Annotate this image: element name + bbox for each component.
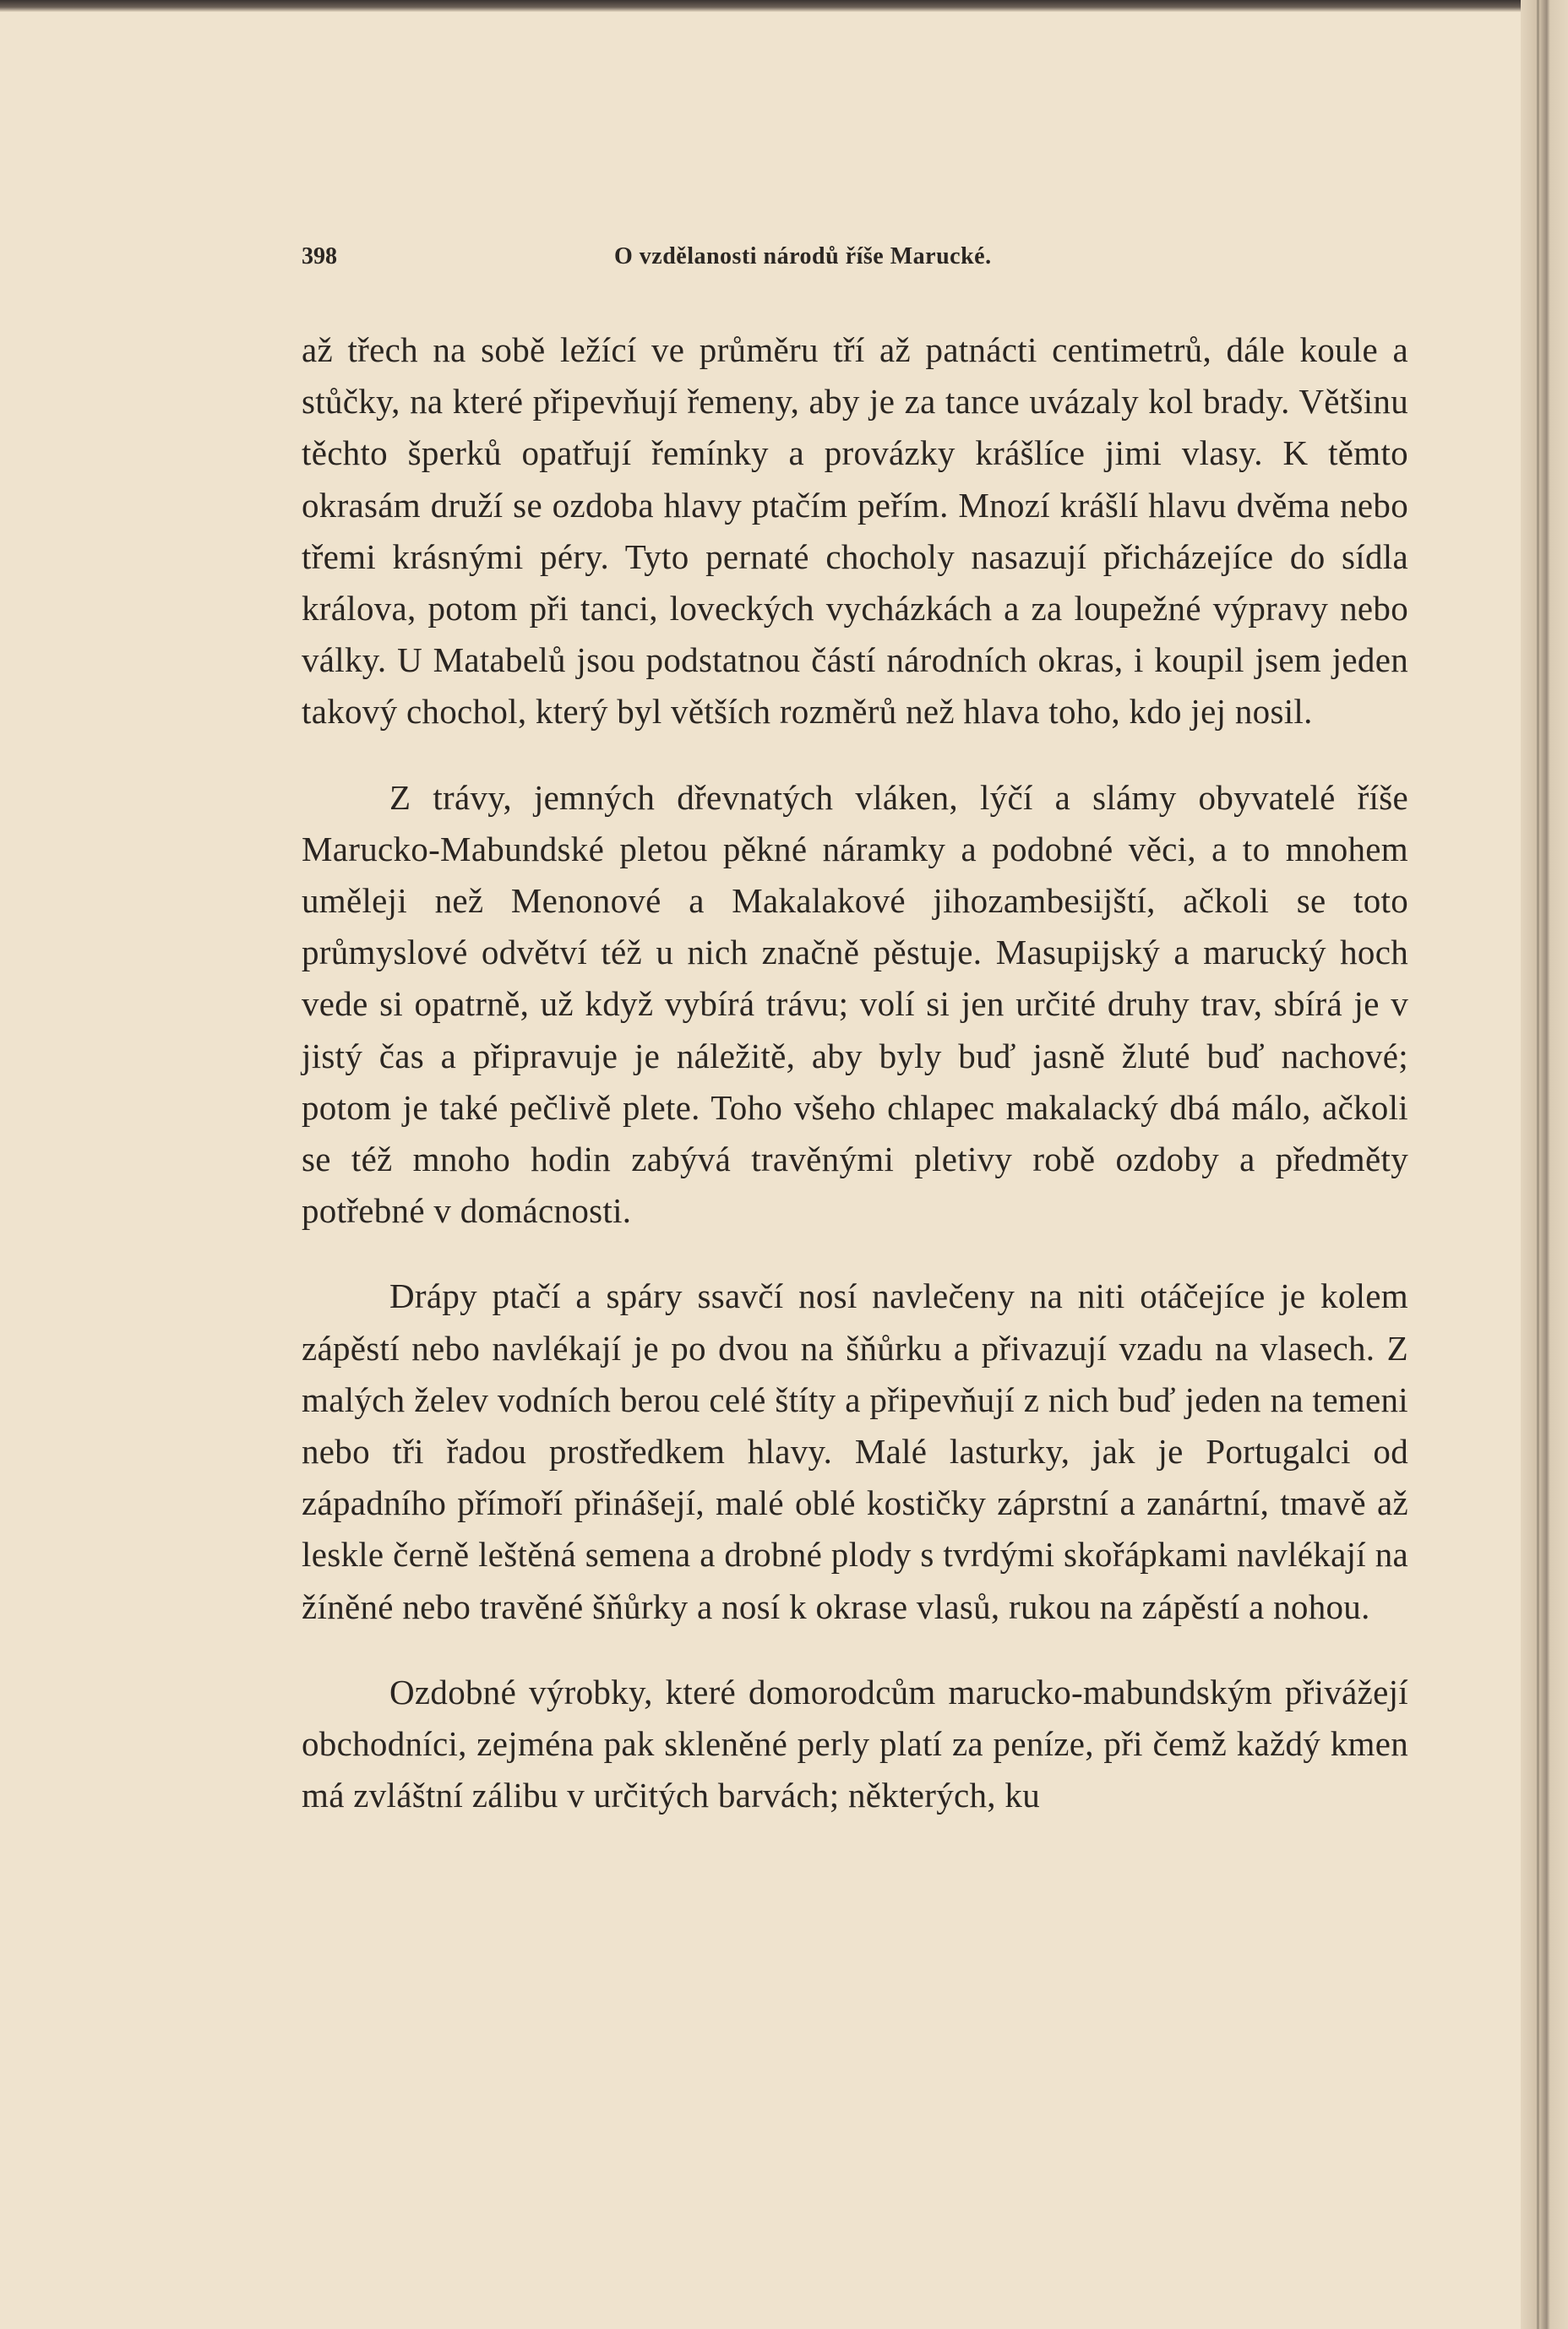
body-text [302,324,1408,1821]
book-gutter [1521,0,1568,2329]
paragraph-2: Z trávy, jemných dřevnatých vláken, lýčí a slámy obyvatelé říše Marucko-Mabundské pletou pěkné náramky a podobné věci, a to mnohem uměleji než Menonové a Makalakové jihozambesijští, ačkoli se toto průmyslové odvětví též u nich značně pěstuje. Masupijský a marucký hoch vede si opatrně, už když vybírá trávu; volí si jen určité druhy trav, sbírá je v jistý čas a připravuje je náležitě, aby byly buď jasně žluté buď nachové; potom je také pečlivě plete. Toho všeho chlapec makalacký dbá málo, ačkoli se též mnoho hodin zabývá travěnými pletivy robě ozdoby a předměty potřebné v domácnosti. [302,777,1408,1231]
page-number: 398 [302,243,337,269]
paragraph-3: Drápy ptačí a spáry ssavčí nosí navlečeny na niti otáčejíce je kolem zápěstí nebo navlékají je po dvou na šňůrku a přivazují vzadu na vlasech. Z malých želev vodních berou celé štíty a připevňují z nich buď jeden na temeni nebo tři řadou prostředkem hlavy. Malé lasturky, jak je Portugalci od západního přímoří přinášejí, malé oblé kostičky záprstní a zanártní, tmavě až leskle černě leštěná semena a drobné plody s tvrdými skořápkami navlékají na žíněné nebo travěné šňůrky a nosí k okrase vlasů, rukou na zápěstí a nohou. [302,1276,1408,1626]
page-top-edge [0,0,1568,12]
gutter-shadow-line [1537,0,1539,2329]
running-title: O vzdělanosti národů říše Marucké. [614,243,992,269]
page-header [302,243,1408,277]
paragraph-4: Ozdobné výrobky, které domorodcům marucko-mabundským přivážejí obchodníci, zejména pak skleněné perly platí za peníze, při čemž každý kmen má zvláštní zálibu v určitých barvách; některých, ku [302,1672,1408,1815]
paragraph-1: až třech na sobě ležící ve průměru tří až patnácti centimetrů, dále koule a stůčky, na které připevňují řemeny, aby je za tance uvázaly kol brady. Většinu těchto šperků opatřují řemínky a provázky krášlíce jimi vlasy. K těmto okrasám druží se ozdoba hlavy ptačím peřím. Mnozí krášlí hlavu dvěma nebo třemi krásnými péry. Tyto pernaté chocholy nasazují přicházejíce do sídla králova, potom při tanci, loveckých vycházkách a za loupežné výpravy nebo války. U Matabelů jsou podstatnou částí národních okras, i koupil jsem jeden takový chochol, který byl větších rozměrů než hlava toho, kdo jej nosil. [302,330,1408,732]
